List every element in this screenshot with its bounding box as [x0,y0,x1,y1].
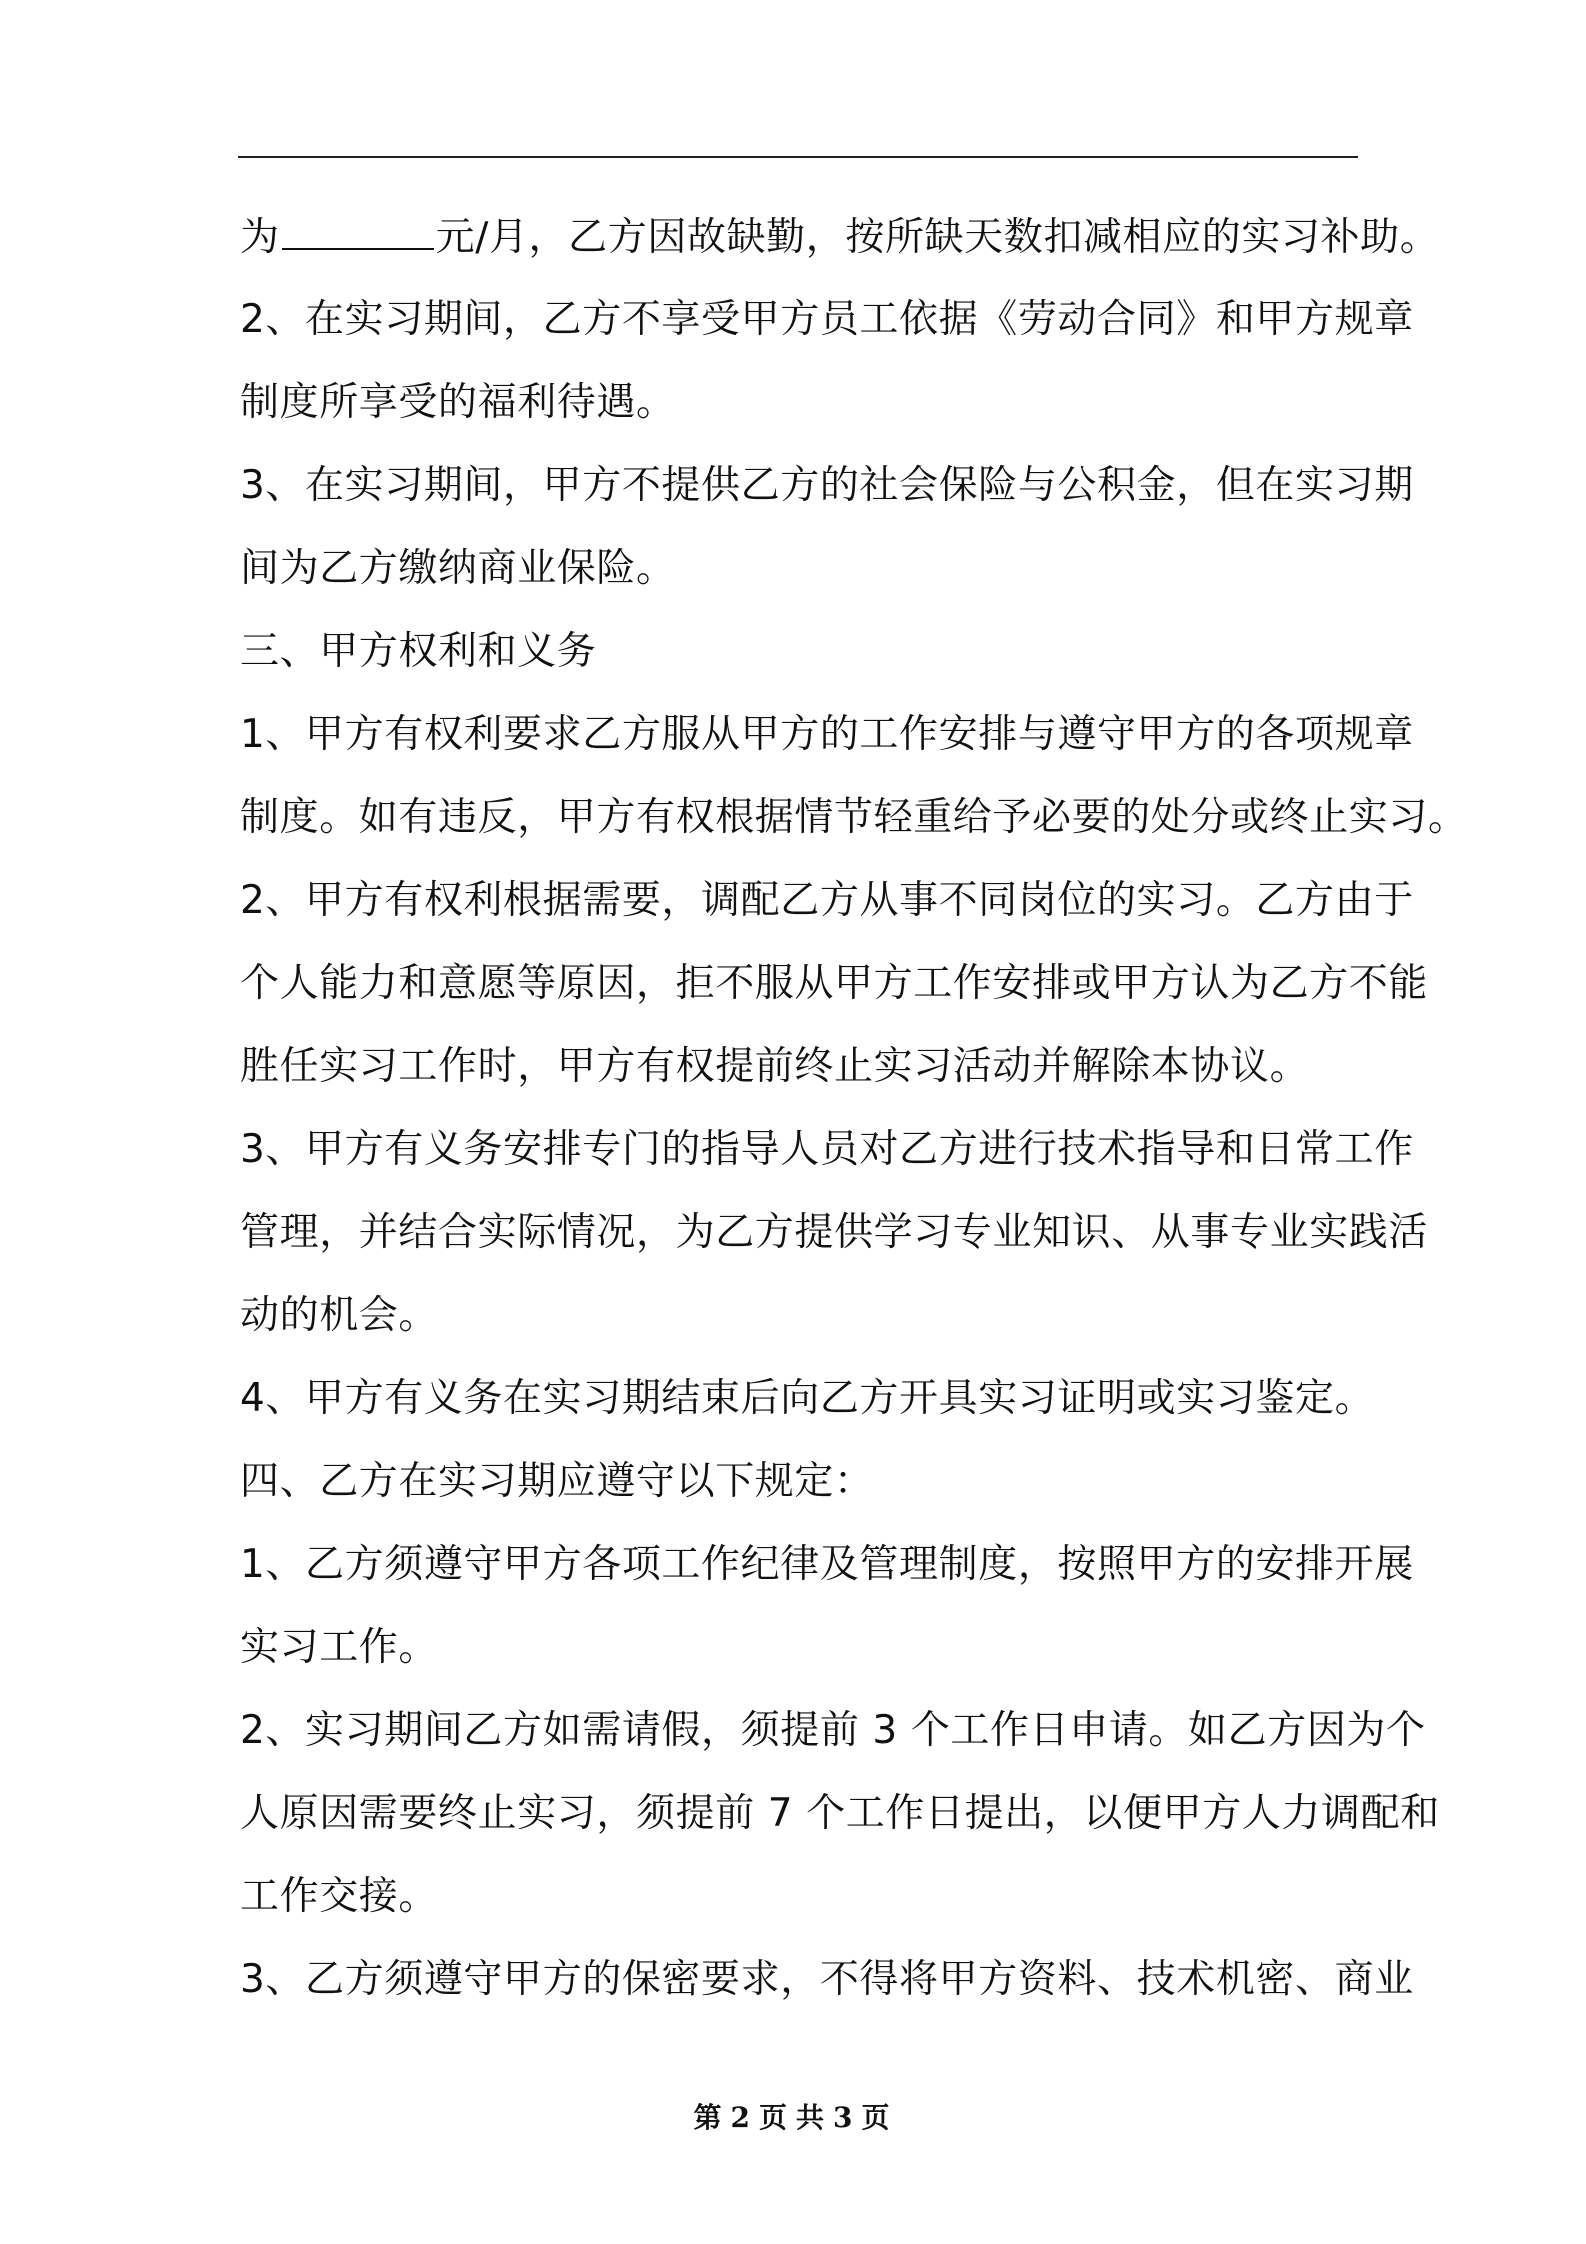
footer-label-gong: 共 [796,2101,828,2134]
text-line-8: 制度。如有违反，甲方有权根据情节轻重给予必要的处分或终止实习。 [240,795,1468,840]
section-heading-4: 四、乙方在实习期应遵守以下规定： [240,1459,874,1504]
line-suffix: 元/月，乙方因故缺勤，按所缺天数扣减相应的实习补助。 [435,215,1440,260]
current-page-number: 2 [730,2101,753,2134]
text-line-9: 2、甲方有权利根据需要，调配乙方从事不同岗位的实习。乙方由于 [240,878,1414,923]
text-line-12: 3、甲方有义务安排专门的指导人员对乙方进行技术指导和日常工作 [240,1127,1414,1172]
text-line-10: 个人能力和意愿等原因，拒不服从甲方工作安排或甲方认为乙方不能 [240,961,1429,1006]
text-line-1 [240,212,1440,264]
header-divider [238,156,1358,158]
text-line-19: 2、实习期间乙方如需请假，须提前 3 个工作日申请。如乙方因为个 [240,1708,1426,1753]
text-line-5: 间为乙方缴纳商业保险。 [240,546,676,591]
footer-label-di: 第 [693,2101,725,2134]
text-line-11: 胜任实习工作时，甲方有权提前终止实习活动并解除本协议。 [240,1044,1310,1089]
text-line-2: 2、在实习期间，乙方不享受甲方员工依据《劳动合同》和甲方规章 [240,297,1414,342]
line-prefix: 为 [240,215,280,260]
text-line-18: 实习工作。 [240,1625,439,1670]
text-line-20: 人原因需要终止实习，须提前 7 个工作日提出，以便甲方人力调配和 [240,1791,1440,1836]
text-line-15: 4、甲方有义务在实习期结束后向乙方开具实习证明或实习鉴定。 [240,1376,1375,1421]
text-line-14: 动的机会。 [240,1293,439,1338]
text-line-21: 工作交接。 [240,1874,439,1919]
section-heading-3: 三、甲方权利和义务 [240,629,597,674]
text-line-4: 3、在实习期间，甲方不提供乙方的社会保险与公积金，但在实习期 [240,463,1414,508]
footer-label-ye2: 页 [861,2101,893,2134]
page-footer [0,2096,1586,2136]
fill-in-blank [282,218,434,250]
text-line-13: 管理，并结合实际情况，为乙方提供学习专业知识、从事专业实践活 [240,1210,1429,1255]
total-page-number: 3 [833,2101,856,2134]
text-line-3: 制度所享受的福利待遇。 [240,380,676,425]
footer-label-ye: 页 [758,2101,790,2134]
text-line-17: 1、乙方须遵守甲方各项工作纪律及管理制度，按照甲方的安排开展 [240,1542,1414,1587]
text-line-22: 3、乙方须遵守甲方的保密要求，不得将甲方资料、技术机密、商业 [240,1957,1414,2002]
text-line-7: 1、甲方有权利要求乙方服从甲方的工作安排与遵守甲方的各项规章 [240,712,1414,757]
